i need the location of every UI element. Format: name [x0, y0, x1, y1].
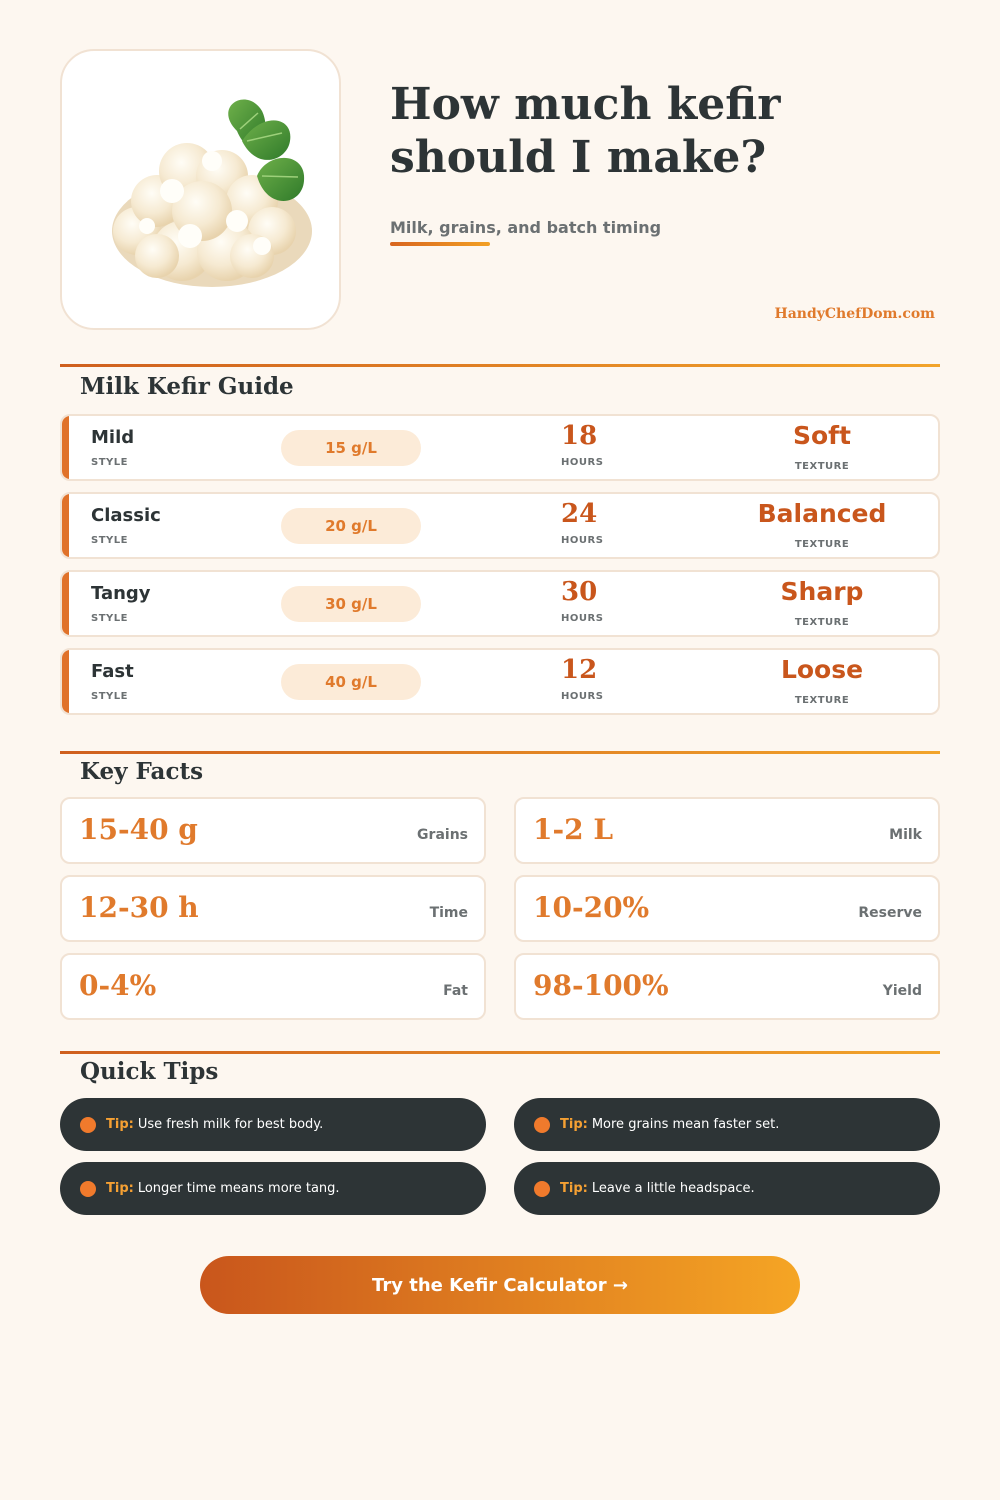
- tip-prefix: Tip:: [106, 1181, 134, 1196]
- grain-ratio-badge: 20 g/L: [281, 508, 421, 544]
- hero-image-card: [60, 49, 341, 330]
- hours-value: 12: [561, 655, 598, 685]
- grain-ratio-badge: 15 g/L: [281, 430, 421, 466]
- fact-label: Time: [429, 905, 468, 921]
- row-accent-bar: [62, 416, 69, 479]
- tips-section-title: Quick Tips: [80, 1058, 219, 1085]
- row-accent-bar: [62, 650, 69, 713]
- bullet-dot-icon: [534, 1117, 550, 1133]
- hours-value: 30: [561, 577, 598, 607]
- guide-row-tangy: [60, 570, 940, 637]
- page-title: How much kefir should I make?: [390, 79, 781, 183]
- hours-caption: HOURS: [561, 457, 604, 468]
- kefir-calculator-button[interactable]: Try the Kefir Calculator →: [200, 1256, 800, 1314]
- style-caption: STYLE: [91, 457, 128, 468]
- bullet-dot-icon: [534, 1181, 550, 1197]
- style-caption: STYLE: [91, 613, 128, 624]
- texture-caption: TEXTURE: [794, 539, 850, 550]
- tip-text: Longer time means more tang.: [137, 1181, 340, 1196]
- tip-prefix: Tip:: [106, 1117, 134, 1132]
- section-divider: [60, 751, 940, 754]
- row-accent-bar: [62, 572, 69, 635]
- guide-section-title: Milk Kefir Guide: [80, 373, 294, 400]
- grain-ratio-badge: 40 g/L: [281, 664, 421, 700]
- texture-value: Balanced: [757, 499, 887, 528]
- guide-row-mild: [60, 414, 940, 481]
- fact-value: 10-20%: [533, 891, 650, 924]
- bullet-dot-icon: [80, 1117, 96, 1133]
- row-accent-bar: [62, 494, 69, 557]
- texture-caption: TEXTURE: [794, 617, 850, 628]
- tip-text: Use fresh milk for best body.: [137, 1117, 324, 1132]
- style-name: Mild: [91, 427, 135, 448]
- fact-label: Milk: [889, 827, 922, 843]
- section-divider: [60, 1051, 940, 1054]
- style-caption: STYLE: [91, 691, 128, 702]
- texture-value: Loose: [780, 655, 864, 684]
- fact-value: 0-4%: [79, 969, 157, 1002]
- fact-card-milk: [514, 797, 940, 864]
- hours-caption: HOURS: [561, 535, 604, 546]
- tip-pill: [60, 1162, 486, 1215]
- facts-section-title: Key Facts: [80, 758, 204, 785]
- style-caption: STYLE: [91, 535, 128, 546]
- brand-link[interactable]: HandyChefDom.com: [774, 306, 935, 322]
- tip-prefix: Tip:: [560, 1181, 588, 1196]
- fact-label: Yield: [882, 983, 922, 999]
- texture-value: Soft: [792, 421, 851, 450]
- kefir-grains-with-basil-icon: [62, 51, 343, 332]
- tip-text: More grains mean faster set.: [591, 1117, 780, 1132]
- hours-caption: HOURS: [561, 691, 604, 702]
- fact-card-yield: [514, 953, 940, 1020]
- fact-card-fat: [60, 953, 486, 1020]
- fact-value: 1-2 L: [533, 813, 614, 846]
- subtitle-underline: [390, 242, 490, 246]
- section-divider: [60, 364, 940, 367]
- style-name: Tangy: [91, 583, 151, 604]
- style-name: Classic: [91, 505, 161, 526]
- fact-label: Grains: [417, 827, 468, 843]
- hours-value: 18: [561, 421, 598, 451]
- grain-ratio-badge: 30 g/L: [281, 586, 421, 622]
- tip-pill: [514, 1098, 940, 1151]
- fact-card-time: [60, 875, 486, 942]
- bullet-dot-icon: [80, 1181, 96, 1197]
- hours-caption: HOURS: [561, 613, 604, 624]
- page-subtitle: Milk, grains, and batch timing: [390, 218, 662, 237]
- tip-pill: [60, 1098, 486, 1151]
- tip-pill: [514, 1162, 940, 1215]
- guide-row-classic: [60, 492, 940, 559]
- style-name: Fast: [91, 661, 134, 682]
- tip-prefix: Tip:: [560, 1117, 588, 1132]
- fact-label: Fat: [443, 983, 468, 999]
- fact-value: 12-30 h: [79, 891, 199, 924]
- fact-label: Reserve: [858, 905, 922, 921]
- hours-value: 24: [561, 499, 598, 529]
- fact-value: 15-40 g: [79, 813, 198, 846]
- tip-text: Leave a little headspace.: [591, 1181, 755, 1196]
- guide-row-fast: [60, 648, 940, 715]
- fact-card-grains: [60, 797, 486, 864]
- texture-caption: TEXTURE: [794, 461, 850, 472]
- texture-value: Sharp: [780, 577, 864, 606]
- fact-card-reserve: [514, 875, 940, 942]
- fact-value: 98-100%: [533, 969, 669, 1002]
- texture-caption: TEXTURE: [794, 695, 850, 706]
